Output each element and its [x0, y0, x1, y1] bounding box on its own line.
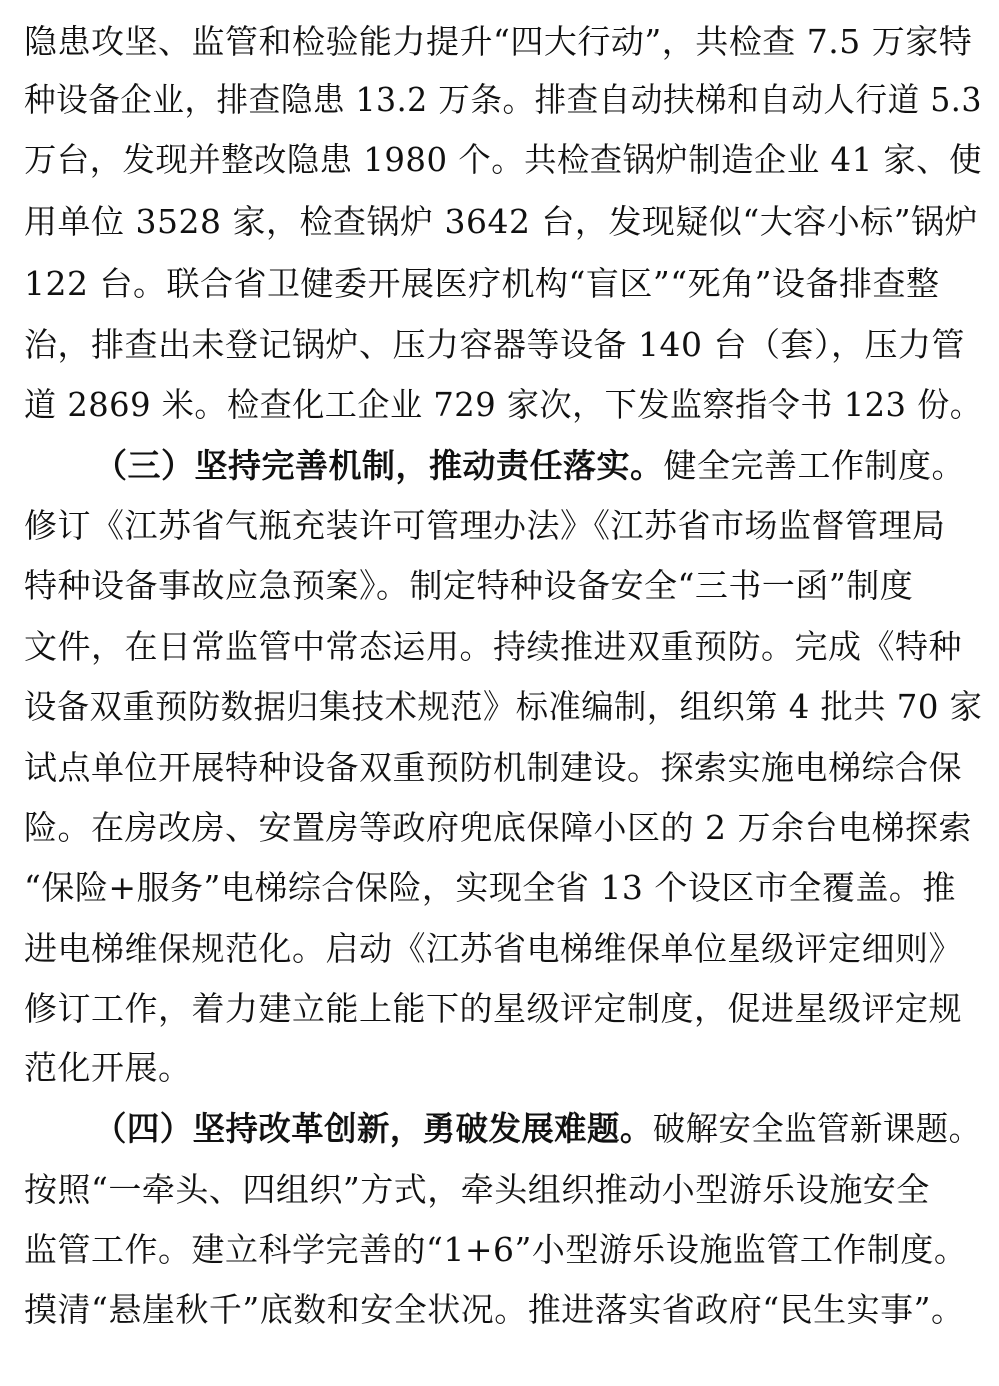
text-line-13: 试点单位开展特种设备双重预防机制建设。探索实施电梯综合保 [24, 748, 962, 787]
text-line-5: 122 台。联合省卫健委开展医疗机构“盲区”“死角”设备排查整 [24, 264, 940, 303]
text-line-20: 按照“一牵头、四组织”方式，牵头组织推动小型游乐设施安全 [24, 1170, 930, 1209]
text-line-17: 修订工作，着力建立能上能下的星级评定制度，促进星级评定规 [24, 989, 962, 1028]
section-four-heading: （四）坚持改革创新，勇破发展难题。 [94, 1109, 653, 1148]
section-four-text: 破解安全监管新课题。 [652, 1109, 982, 1148]
section-three-heading: （三）坚持完善机制，推动责任落实。 [94, 446, 664, 485]
text-line-2: 种设备企业，排查隐患 13.2 万条。排查自动扶梯和自动人行道 5.3 [24, 80, 982, 119]
text-line-1: 隐患攻坚、监管和检验能力提升“四大行动”，共检查 7.5 万家特 [24, 22, 973, 61]
section-three-text: 健全完善工作制度。 [663, 446, 965, 485]
document-page [24, 0, 982, 1386]
section-three-line [94, 436, 965, 496]
text-line-22: 摸清“悬崖秋千”底数和安全状况。推进落实省政府“民生实事”。 [24, 1290, 965, 1329]
text-line-15: “保险+服务”电梯综合保险，实现全省 13 个设区市全覆盖。推 [24, 868, 956, 907]
text-line-14: 险。在房改房、安置房等政府兜底保障小区的 2 万余台电梯探索 [24, 808, 972, 847]
text-line-3: 万台，发现并整改隐患 1980 个。共检查锅炉制造企业 41 家、使 [24, 140, 982, 179]
section-four-line [94, 1099, 981, 1159]
text-line-6: 治，排查出未登记锅炉、压力容器等设备 140 台（套），压力管 [24, 325, 965, 364]
text-line-12: 设备双重预防数据归集技术规范》标准编制，组织第 4 批共 70 家 [24, 687, 983, 726]
text-line-18: 范化开展。 [24, 1048, 192, 1087]
text-line-16: 进电梯维保规范化。启动《江苏省电梯维保单位星级评定细则》 [24, 929, 962, 968]
text-line-4: 用单位 3528 家，检查锅炉 3642 台，发现疑似“大容小标”锅炉 [24, 202, 979, 241]
text-line-9: 修订《江苏省气瓶充装许可管理办法》《江苏省市场监督管理局 [24, 506, 946, 545]
text-line-7: 道 2869 米。检查化工企业 729 家次，下发监察指令书 123 份。 [24, 385, 983, 424]
text-line-21: 监管工作。建立科学完善的“1+6”小型游乐设施监管工作制度。 [24, 1230, 968, 1269]
text-line-10: 特种设备事故应急预案》。制定特种设备安全“三书一函”制度 [24, 566, 914, 605]
text-line-11: 文件，在日常监管中常态运用。持续推进双重预防。完成《特种 [24, 627, 962, 666]
